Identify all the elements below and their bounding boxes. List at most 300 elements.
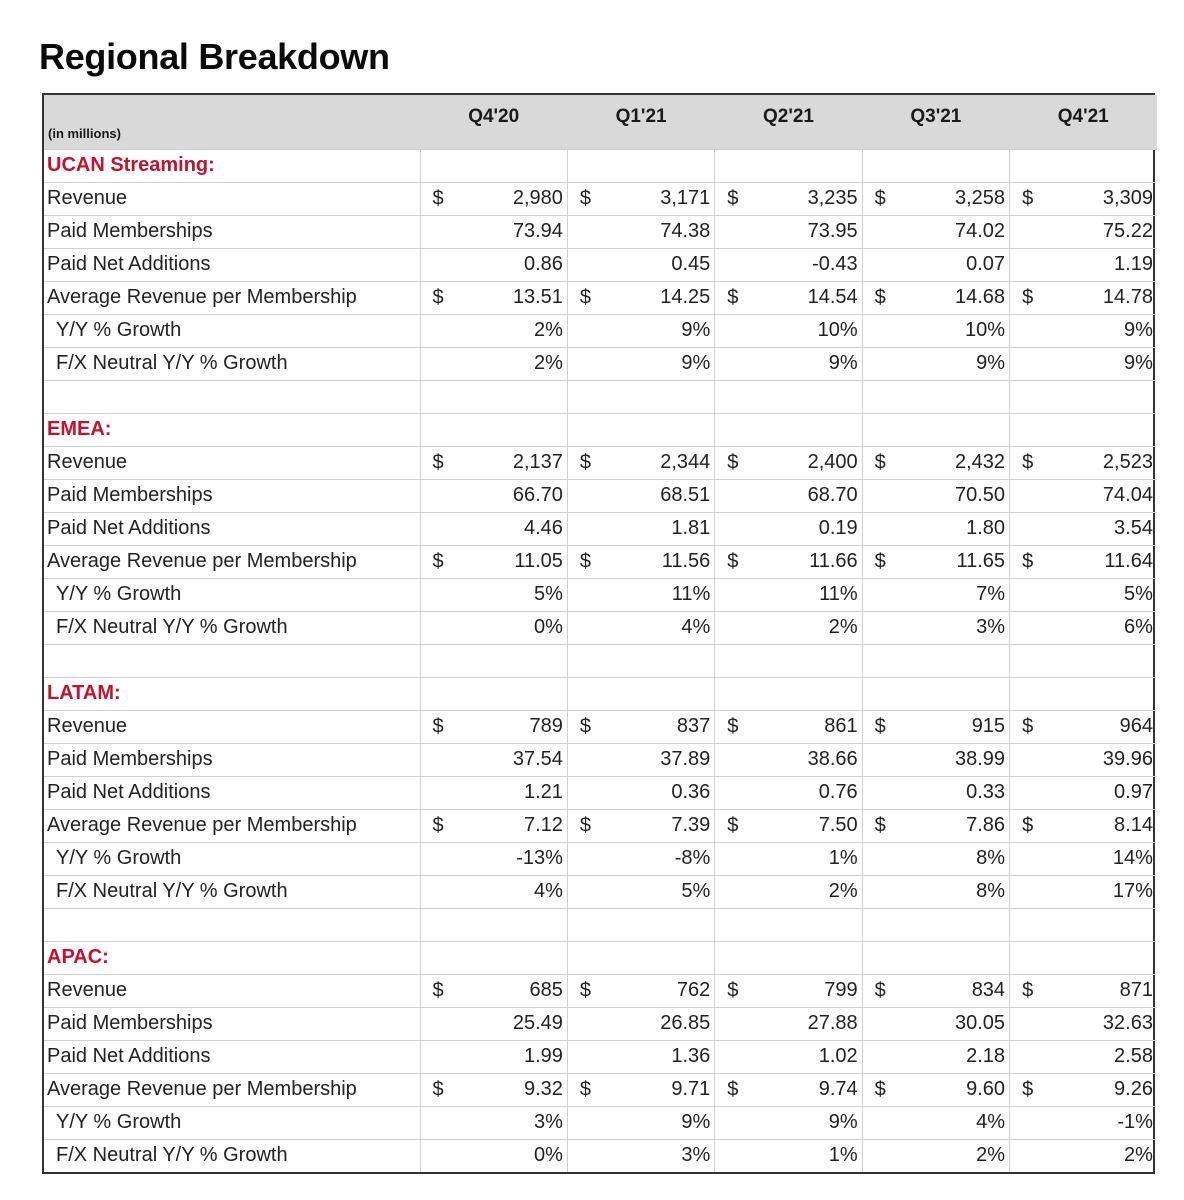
row-label: Paid Net Additions	[44, 1040, 420, 1073]
cell-value: 1.19	[1114, 253, 1153, 275]
column-header: Q4'20	[468, 105, 520, 127]
row-label: Y/Y % Growth	[44, 314, 420, 347]
value-cell	[1010, 182, 1157, 215]
value-cell	[1010, 446, 1157, 479]
table-row	[44, 875, 1157, 908]
table-row	[44, 479, 1157, 512]
empty-cell	[1010, 380, 1157, 413]
cell-value: 5%	[1124, 583, 1153, 605]
currency-symbol: $	[874, 187, 886, 209]
currency-symbol: $	[1022, 550, 1034, 572]
cell-value: 685	[529, 979, 563, 1001]
cell-value: 66.70	[512, 484, 563, 506]
value-cell	[1010, 974, 1157, 1007]
regional-breakdown-table	[42, 93, 1155, 1174]
value-cell	[567, 578, 714, 611]
value-cell	[567, 1073, 714, 1106]
value-cell	[567, 314, 714, 347]
value-cell	[420, 809, 567, 842]
value-cell	[862, 578, 1009, 611]
value-cell	[1010, 776, 1157, 809]
empty-cell	[567, 941, 714, 974]
empty-cell	[567, 677, 714, 710]
cell-value: 3.54	[1114, 517, 1153, 539]
currency-symbol: $	[579, 814, 592, 836]
cell-value: 799	[824, 979, 858, 1001]
row-label: F/X Neutral Y/Y % Growth	[44, 611, 420, 644]
value-cell	[567, 776, 714, 809]
cell-value: 14%	[1112, 847, 1153, 869]
value-cell	[715, 512, 862, 545]
value-cell	[1010, 611, 1157, 644]
cell-value: 2%	[533, 319, 563, 341]
table-row	[44, 1106, 1157, 1139]
value-cell	[1010, 743, 1157, 776]
cell-value: 9%	[681, 1111, 711, 1133]
cell-value: 0.45	[671, 253, 711, 275]
cell-value: 2%	[828, 880, 858, 902]
value-cell	[715, 1073, 862, 1106]
value-cell	[567, 1139, 714, 1172]
cell-value: 13.51	[512, 286, 563, 308]
row-label: Paid Memberships	[44, 479, 420, 512]
currency-symbol: $	[727, 979, 739, 1001]
currency-symbol: $	[1022, 1078, 1034, 1100]
cell-value: 11%	[819, 583, 858, 605]
value-cell	[862, 446, 1009, 479]
table-row	[44, 611, 1157, 644]
value-cell	[420, 578, 567, 611]
empty-cell	[567, 380, 714, 413]
empty-cell	[420, 149, 567, 182]
value-cell	[715, 281, 862, 314]
cell-value: 9%	[681, 352, 711, 374]
currency-symbol: $	[1022, 979, 1034, 1001]
empty-cell	[862, 380, 1009, 413]
value-cell	[1010, 1073, 1157, 1106]
value-cell	[862, 347, 1009, 380]
value-cell	[715, 215, 862, 248]
cell-value: 14.78	[1102, 286, 1153, 308]
value-cell	[862, 1073, 1009, 1106]
cell-value: 5%	[533, 583, 563, 605]
value-cell	[420, 314, 567, 347]
value-cell	[715, 1139, 862, 1172]
cell-value: 871	[1119, 979, 1153, 1001]
cell-value: 2.18	[966, 1045, 1006, 1067]
cell-value: 1.02	[818, 1045, 858, 1067]
row-label: Paid Memberships	[44, 1007, 420, 1040]
cell-value: 39.96	[1102, 748, 1153, 770]
header-row	[44, 95, 1157, 149]
table-row	[44, 215, 1157, 248]
cell-value: 10%	[965, 319, 1006, 341]
cell-value: 3,258	[955, 187, 1006, 209]
currency-symbol: $	[432, 550, 444, 572]
row-label: Average Revenue per Membership	[44, 545, 420, 578]
cell-value: 2%	[976, 1144, 1006, 1167]
cell-value: 4%	[976, 1111, 1006, 1133]
value-cell	[1010, 545, 1157, 578]
empty-cell	[862, 941, 1009, 974]
empty-cell	[567, 149, 714, 182]
cell-value: 762	[676, 979, 711, 1001]
currency-symbol: $	[432, 1078, 444, 1100]
value-cell	[862, 248, 1009, 281]
table-row	[44, 1007, 1157, 1040]
currency-symbol: $	[1022, 451, 1034, 473]
cell-value: 73.94	[512, 220, 563, 242]
value-cell	[1010, 710, 1157, 743]
value-cell	[567, 809, 714, 842]
table-row	[44, 974, 1157, 1007]
value-cell	[715, 611, 862, 644]
value-cell	[567, 1106, 714, 1139]
row-label: Revenue	[44, 974, 420, 1007]
currency-symbol: $	[432, 451, 444, 473]
cell-value: 2.58	[1114, 1045, 1153, 1067]
currency-symbol: $	[727, 451, 739, 473]
value-cell	[715, 1106, 862, 1139]
currency-symbol: $	[579, 1078, 592, 1100]
cell-value: 9.71	[671, 1078, 711, 1100]
value-cell	[567, 875, 714, 908]
cell-value: 2,523	[1102, 451, 1153, 473]
value-cell	[567, 842, 714, 875]
value-cell	[420, 281, 567, 314]
value-cell	[715, 743, 862, 776]
cell-value: 11.05	[514, 550, 563, 572]
cell-value: 9.32	[523, 1078, 563, 1100]
cell-value: 0%	[533, 1144, 563, 1167]
empty-cell	[420, 413, 567, 446]
cell-value: 14.54	[807, 286, 858, 308]
empty-cell	[862, 677, 1009, 710]
cell-value: 3%	[976, 616, 1006, 638]
value-cell	[420, 1040, 567, 1073]
value-cell	[1010, 314, 1157, 347]
row-label: F/X Neutral Y/Y % Growth	[44, 875, 420, 908]
cell-value: 38.99	[955, 748, 1006, 770]
cell-value: 964	[1119, 715, 1153, 737]
value-cell	[420, 974, 567, 1007]
cell-value: 17%	[1112, 880, 1153, 902]
units-label: (in millions)	[48, 125, 121, 141]
value-cell	[420, 512, 567, 545]
currency-symbol: $	[727, 550, 739, 572]
cell-value: 70.50	[955, 484, 1006, 506]
value-cell	[420, 1007, 567, 1040]
currency-symbol: $	[1022, 286, 1034, 308]
cell-value: 1.80	[966, 517, 1006, 539]
value-cell	[862, 710, 1009, 743]
value-cell	[420, 710, 567, 743]
row-label: Paid Memberships	[44, 743, 420, 776]
currency-symbol: $	[432, 187, 444, 209]
cell-value: 26.85	[660, 1012, 711, 1034]
cell-value: 10%	[817, 319, 858, 341]
cell-value: 37.54	[512, 748, 563, 770]
cell-value: 11.65	[956, 550, 1006, 572]
column-header: Q1'21	[615, 105, 667, 127]
cell-value: 1%	[828, 1144, 858, 1167]
value-cell	[567, 446, 714, 479]
value-cell	[715, 446, 862, 479]
value-cell	[420, 1106, 567, 1139]
cell-value: 32.63	[1102, 1012, 1153, 1034]
cell-value: 38.66	[807, 748, 858, 770]
region-name: EMEA:	[44, 413, 420, 446]
table-row	[44, 578, 1157, 611]
cell-value: 7.39	[671, 814, 711, 836]
value-cell	[862, 875, 1009, 908]
empty-cell	[567, 644, 714, 677]
cell-value: 9%	[681, 319, 711, 341]
cell-value: 11%	[671, 583, 711, 605]
value-cell	[567, 248, 714, 281]
cell-value: 2,400	[807, 451, 858, 473]
empty-cell	[1010, 908, 1157, 941]
currency-symbol: $	[579, 187, 592, 209]
region-name: LATAM:	[44, 677, 420, 710]
table-row	[44, 1139, 1157, 1172]
row-label: Y/Y % Growth	[44, 578, 420, 611]
empty-cell	[715, 380, 862, 413]
value-cell	[1010, 248, 1157, 281]
empty-cell	[862, 908, 1009, 941]
spacer-row	[44, 380, 1157, 413]
value-cell	[715, 578, 862, 611]
value-cell	[420, 776, 567, 809]
cell-value: 1.99	[523, 1045, 563, 1067]
cell-value: 37.89	[660, 748, 711, 770]
row-label: Y/Y % Growth	[44, 1106, 420, 1139]
value-cell	[567, 1007, 714, 1040]
value-cell	[1010, 215, 1157, 248]
row-label: Average Revenue per Membership	[44, 281, 420, 314]
table-row	[44, 314, 1157, 347]
row-label: Paid Net Additions	[44, 512, 420, 545]
spacer-row	[44, 908, 1157, 941]
cell-value: 0.33	[966, 781, 1006, 803]
table-body	[44, 149, 1157, 1172]
empty-cell	[862, 149, 1009, 182]
value-cell	[862, 314, 1009, 347]
value-cell	[567, 281, 714, 314]
value-cell	[420, 215, 567, 248]
value-cell	[862, 1040, 1009, 1073]
cell-value: 74.04	[1102, 484, 1153, 506]
cell-value: 789	[529, 715, 563, 737]
value-cell	[862, 1106, 1009, 1139]
cell-value: 9.60	[966, 1078, 1006, 1100]
empty-cell	[44, 908, 420, 941]
value-cell	[862, 545, 1009, 578]
currency-symbol: $	[874, 451, 886, 473]
value-cell	[715, 347, 862, 380]
empty-cell	[715, 644, 862, 677]
value-cell	[420, 479, 567, 512]
value-cell	[715, 479, 862, 512]
value-cell	[715, 842, 862, 875]
cell-value: -8%	[674, 847, 711, 869]
value-cell	[1010, 512, 1157, 545]
table-row	[44, 545, 1157, 578]
cell-value: 11.64	[1104, 550, 1153, 572]
table-row	[44, 1073, 1157, 1106]
cell-value: 9%	[828, 352, 858, 374]
value-cell	[420, 182, 567, 215]
empty-cell	[420, 908, 567, 941]
value-cell	[862, 611, 1009, 644]
currency-symbol: $	[727, 187, 739, 209]
currency-symbol: $	[432, 286, 444, 308]
value-cell	[420, 545, 567, 578]
value-cell	[1010, 347, 1157, 380]
row-label: Paid Net Additions	[44, 776, 420, 809]
currency-symbol: $	[432, 715, 444, 737]
currency-symbol: $	[874, 715, 886, 737]
value-cell	[862, 743, 1009, 776]
value-cell	[715, 809, 862, 842]
cell-value: 2,432	[955, 451, 1006, 473]
value-cell	[420, 347, 567, 380]
region-name: UCAN Streaming:	[44, 149, 420, 182]
table-row	[44, 710, 1157, 743]
value-cell	[567, 611, 714, 644]
row-label: Paid Memberships	[44, 215, 420, 248]
row-label: Y/Y % Growth	[44, 842, 420, 875]
value-cell	[1010, 1139, 1157, 1172]
value-cell	[1010, 1106, 1157, 1139]
empty-cell	[715, 413, 862, 446]
cell-value: -13%	[516, 847, 563, 869]
value-cell	[715, 545, 862, 578]
empty-cell	[715, 149, 862, 182]
cell-value: 6%	[1124, 616, 1153, 638]
empty-cell	[44, 644, 420, 677]
empty-cell	[1010, 413, 1157, 446]
cell-value: 14.25	[660, 286, 711, 308]
value-cell	[1010, 1040, 1157, 1073]
currency-symbol: $	[874, 550, 886, 572]
value-cell	[567, 215, 714, 248]
cell-value: 2%	[828, 616, 858, 638]
currency-symbol: $	[1022, 187, 1034, 209]
currency-symbol: $	[727, 715, 739, 737]
column-header: Q2'21	[762, 105, 814, 127]
value-cell	[420, 248, 567, 281]
value-cell	[567, 974, 714, 1007]
value-cell	[420, 875, 567, 908]
table-row	[44, 1040, 1157, 1073]
empty-cell	[420, 941, 567, 974]
empty-cell	[715, 941, 862, 974]
cell-value: 3%	[681, 1144, 711, 1167]
value-cell	[420, 446, 567, 479]
cell-value: 11.66	[809, 550, 858, 572]
currency-symbol: $	[432, 979, 444, 1001]
value-cell	[567, 545, 714, 578]
value-cell	[1010, 479, 1157, 512]
cell-value: 7%	[976, 583, 1006, 605]
value-cell	[715, 875, 862, 908]
empty-cell	[1010, 644, 1157, 677]
cell-value: 7.12	[523, 814, 563, 836]
cell-value: 73.95	[807, 220, 858, 242]
value-cell	[715, 974, 862, 1007]
cell-value: 3,309	[1102, 187, 1153, 209]
cell-value: 7.50	[818, 814, 858, 836]
cell-value: 7.86	[966, 814, 1006, 836]
cell-value: 861	[824, 715, 858, 737]
cell-value: 4%	[681, 616, 711, 638]
cell-value: 74.02	[955, 220, 1006, 242]
currency-symbol: $	[874, 1078, 886, 1100]
value-cell	[862, 182, 1009, 215]
value-cell	[715, 776, 862, 809]
value-cell	[715, 248, 862, 281]
empty-cell	[1010, 941, 1157, 974]
value-cell	[567, 512, 714, 545]
currency-symbol: $	[432, 814, 444, 836]
cell-value: 3,171	[660, 187, 711, 209]
empty-cell	[1010, 677, 1157, 710]
cell-value: 0.97	[1114, 781, 1153, 803]
value-cell	[1010, 875, 1157, 908]
currency-symbol: $	[874, 979, 886, 1001]
empty-cell	[715, 908, 862, 941]
cell-value: 2,980	[512, 187, 563, 209]
empty-cell	[420, 644, 567, 677]
region-header-row	[44, 941, 1157, 974]
currency-symbol: $	[579, 550, 592, 572]
value-cell	[420, 1139, 567, 1172]
spacer-row	[44, 644, 1157, 677]
cell-value: 1.21	[523, 781, 563, 803]
cell-value: 837	[676, 715, 711, 737]
cell-value: 68.70	[807, 484, 858, 506]
cell-value: 4%	[533, 880, 563, 902]
currency-symbol: $	[1022, 715, 1034, 737]
cell-value: 5%	[681, 880, 711, 902]
cell-value: 9.74	[818, 1078, 858, 1100]
cell-value: 1.36	[671, 1045, 711, 1067]
value-cell	[862, 281, 1009, 314]
cell-value: -1%	[1117, 1111, 1153, 1133]
cell-value: 0.07	[966, 253, 1006, 275]
row-label: F/X Neutral Y/Y % Growth	[44, 1139, 420, 1172]
value-cell	[862, 776, 1009, 809]
column-header: Q3'21	[910, 105, 962, 127]
row-label: Revenue	[44, 446, 420, 479]
value-cell	[1010, 281, 1157, 314]
value-cell	[862, 974, 1009, 1007]
cell-value: 9%	[1124, 352, 1153, 374]
value-cell	[420, 1073, 567, 1106]
cell-value: 2%	[1124, 1144, 1153, 1167]
row-label: Paid Net Additions	[44, 248, 420, 281]
value-cell	[1010, 809, 1157, 842]
cell-value: 74.38	[660, 220, 711, 242]
value-cell	[1010, 842, 1157, 875]
cell-value: 27.88	[807, 1012, 858, 1034]
table-row	[44, 347, 1157, 380]
row-label: Average Revenue per Membership	[44, 1073, 420, 1106]
value-cell	[1010, 578, 1157, 611]
cell-value: 75.22	[1102, 220, 1153, 242]
cell-value: 9%	[976, 352, 1006, 374]
